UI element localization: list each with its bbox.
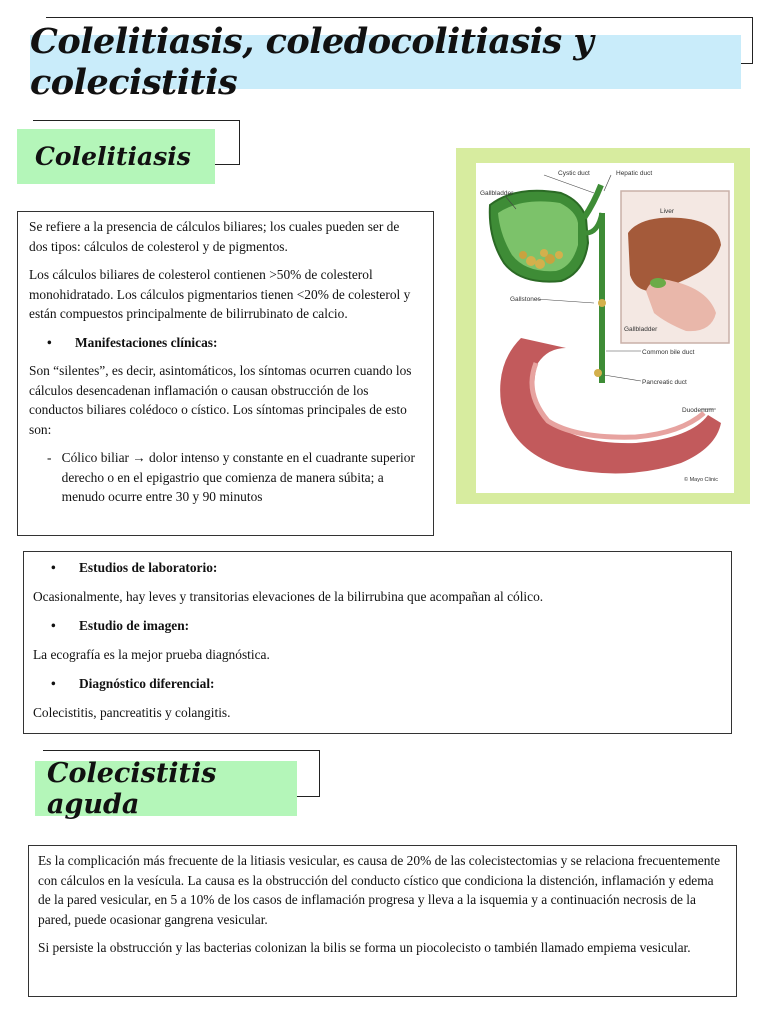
page-title: Colelitiasis, coledocolitiasis y colecistitis — [30, 21, 594, 103]
section1-heading-banner — [17, 129, 215, 184]
label-copyright: © Mayo Clinic — [684, 477, 719, 483]
gallstone — [519, 251, 527, 259]
label-common-bile-duct: Common bile duct — [642, 349, 695, 356]
label-hepatic-duct: Hepatic duct — [616, 170, 653, 177]
gallstone — [535, 259, 545, 269]
bullet-diferencial — [33, 674, 721, 694]
stomach-duodenum — [500, 338, 721, 473]
bullet-imagen-label: Estudio de imagen: — [79, 618, 190, 633]
section1-paragraph-2: Los cálculos biliares de colesterol contienen >50% de colesterol monohidratado. Los cálculos pigmentarios tienen <20% de colesterol y están compuestos principalmente de bilirrubinato de calcio. — [29, 267, 411, 321]
bullet-manifestaciones — [29, 333, 421, 353]
bullet-laboratorio-label: Estudios de laboratorio: — [79, 560, 218, 575]
bullet-manifestaciones-label: Manifestaciones clínicas: — [75, 334, 218, 350]
section2-textbox — [23, 551, 732, 734]
bullet-diferencial-label: Diagnóstico diferencial: — [79, 676, 215, 691]
imagen-text: La ecografía es la mejor prueba diagnóstica. — [33, 646, 270, 662]
bullet-dot: • — [47, 334, 52, 350]
bullet-dot: • — [51, 618, 56, 633]
bullet-dot: • — [51, 560, 56, 575]
bullet-imagen — [33, 616, 721, 636]
label-gallbladder-inset: Gallbladder — [624, 326, 658, 333]
gallstone — [526, 256, 536, 266]
bullet-dot: • — [51, 676, 56, 691]
laboratorio-text: Ocasionalmente, hay leves y transitorias elevaciones de la bilirrubina que acompañan al cólico. — [33, 588, 544, 604]
label-gallbladder: Gallbladder — [480, 190, 514, 197]
section1-paragraph-1: Se refiere a la presencia de cálculos biliares; los cuales pueden ser de dos tipos: cálculos de colesterol y de pigmentos. — [29, 219, 400, 254]
label-pancreatic-duct: Pancreatic duct — [642, 379, 687, 386]
section3-textbox — [28, 845, 737, 997]
section3-paragraph-1: Es la complicación más frecuente de la litiasis vesicular, es causa de 20% de las colecistectomias y se relaciona frecuentemente con cálculos en la vesícula. La causa es la obstrucción del conducto cístico que condiciona la distención, inflamación y edema de la pared vesicular, en 5 a 10% de los casos de inflamación progresa y lleva a la isquemia y a continuación necrosis de la pared, puede ocasionar gangrena vesicular. — [38, 853, 721, 927]
gallstone — [540, 249, 548, 257]
diferencial-text: Colecistitis, pancreatitis y colangitis. — [33, 704, 231, 720]
section1-paragraph-3: Son “silentes”, es decir, asintomáticos, los síntomas ocurren cuando los cálculos desencadenan inflamación o causan obstrucción de los conductos biliares colédoco o cístico. Los síntomas principales de esto son: — [29, 363, 412, 437]
label-duodenum: Duodenum — [682, 407, 714, 414]
hepatic-duct — [584, 185, 601, 218]
dash-item-colico-text: Cólico biliar → dolor intenso y constante en el cuadrante superior derecho o en el epigastrio que comienza de manera súbita; a menudo ocurre entre 30 y 90 minutos — [61, 450, 415, 504]
anatomy-figure — [476, 163, 734, 493]
section1-heading: Colelitiasis — [35, 142, 191, 171]
title-banner — [30, 21, 741, 103]
dash-marker: - — [47, 450, 52, 465]
gallbladder-inset — [650, 278, 666, 288]
duct-stone — [598, 299, 606, 307]
duodenum-highlight — [532, 363, 704, 437]
label-cystic-duct: Cystic duct — [558, 170, 590, 177]
anatomy-figure-frame — [456, 148, 750, 504]
bullet-laboratorio — [33, 558, 721, 578]
label-liver: Liver — [660, 208, 675, 215]
gallbladder-anatomy-illustration — [476, 163, 734, 493]
gallstone — [555, 251, 563, 259]
section3-paragraph-2: Si persiste la obstrucción y las bacterias colonizan la bilis se forma un piocolecisto o también llamado empiema vesicular. — [38, 940, 691, 955]
section1-textbox — [17, 211, 434, 536]
dash-item-colico — [29, 448, 421, 507]
section3-heading-banner — [35, 757, 297, 820]
section3-heading: Colecistitis aguda — [47, 757, 217, 820]
label-gallstones: Gallstones — [510, 296, 541, 303]
duct-stone — [594, 369, 602, 377]
